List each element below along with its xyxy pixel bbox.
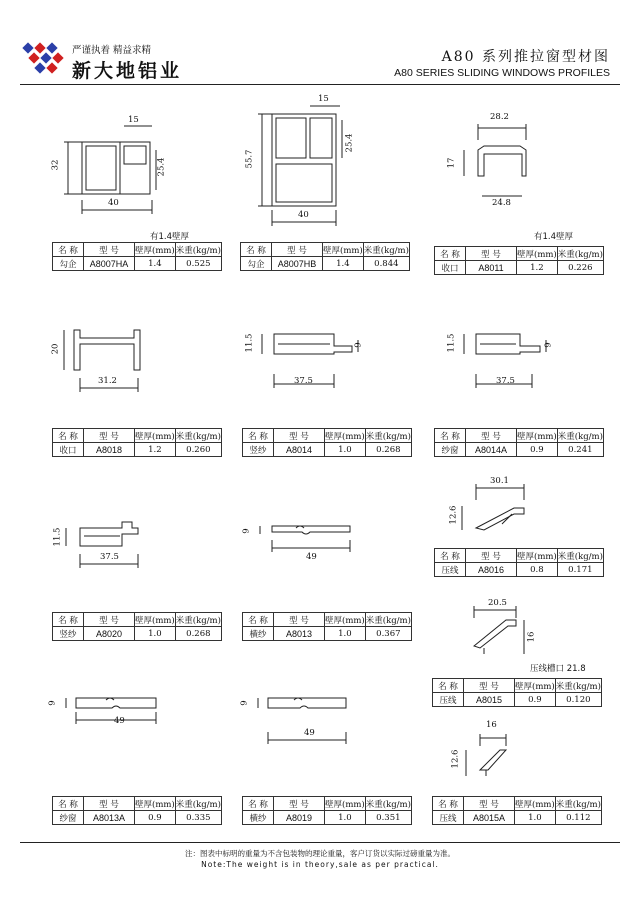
col-header: 壁厚(mm) [517,429,558,443]
col-header: 壁厚(mm) [135,797,176,811]
spec-table-a8018 [52,428,222,457]
col-header: 米重(kg/m) [175,797,221,811]
col-header: 型 号 [466,429,517,443]
dim-label: 25.4 [344,133,355,153]
profile-weight: 0.171 [557,563,603,577]
col-header: 壁厚(mm) [517,247,558,261]
spec-table-a8013 [242,612,412,641]
col-header: 名 称 [53,243,84,257]
profile-thickness: 0.9 [517,443,558,457]
profile-weight: 0.525 [175,257,221,271]
col-header: 型 号 [84,613,135,627]
profile-thickness: 1.0 [325,443,366,457]
col-header: 名 称 [435,429,466,443]
col-header: 型 号 [274,797,325,811]
col-header: 型 号 [464,797,515,811]
dim-label: 24.8 [492,198,511,208]
dim-label: 40 [108,198,119,208]
profile-name: 收口 [435,261,466,275]
dim-label: 12.6 [450,749,461,769]
profile-model: A8015A [464,811,515,825]
dim-label: 37.5 [100,552,119,562]
spec-table-a8013a [52,796,222,825]
profile-thickness: 0.9 [515,693,556,707]
col-header: 壁厚(mm) [325,797,366,811]
col-header: 名 称 [243,613,274,627]
col-header: 壁厚(mm) [135,243,176,257]
drawing-a8019 [258,698,346,744]
dim-label: 9 [241,528,252,534]
profile-weight: 0.335 [175,811,221,825]
col-header: 米重(kg/m) [557,429,603,443]
col-header: 型 号 [274,429,325,443]
col-header: 型 号 [84,429,135,443]
profile-model: A8016 [466,563,517,577]
profile-thickness: 1.4 [135,257,176,271]
col-header: 米重(kg/m) [365,613,411,627]
drawing-a8013 [260,526,350,552]
col-header: 名 称 [435,247,466,261]
profile-thickness: 1.0 [325,627,366,641]
col-header: 壁厚(mm) [515,797,556,811]
drawing-a8007hb [258,106,342,226]
dim-label: 11.5 [446,333,457,353]
dim-label: 37.5 [496,376,515,386]
col-header: 名 称 [243,797,274,811]
profile-model: A8007HB [272,257,323,271]
col-header: 型 号 [274,613,325,627]
dim-label: 20 [50,343,61,355]
col-header: 米重(kg/m) [557,247,603,261]
dim-label: 15 [128,115,139,125]
dim-label: 9 [239,700,250,706]
col-header: 型 号 [84,243,135,257]
footer-note-en: Note:The weight is in theory,sale as per practical. [201,860,439,869]
profile-name: 压线 [433,811,464,825]
dim-label: 11.5 [52,527,63,547]
col-header: 壁厚(mm) [325,429,366,443]
dim-label: 49 [304,728,315,738]
company-name: 新大地铝业 [72,60,183,82]
profile-weight: 0.367 [365,627,411,641]
dim-label: 28.2 [490,112,509,122]
profile-model: A8020 [84,627,135,641]
dim-label: 20.5 [488,598,507,608]
dim-label: 16 [526,631,537,643]
dim-label: 16 [486,720,497,730]
page-subtitle: A80 SERIES SLIDING WINDOWS PROFILES [394,67,610,79]
col-header: 米重(kg/m) [175,243,221,257]
col-header: 名 称 [435,549,466,563]
col-header: 壁厚(mm) [323,243,364,257]
dim-label: 17 [446,157,457,169]
col-header: 型 号 [84,797,135,811]
spec-table-a8007ha [52,242,222,271]
profile-model: A8014A [466,443,517,457]
spec-table-a8019 [242,796,412,825]
profile-thickness: 0.9 [135,811,176,825]
dim-label: 9 [47,700,58,706]
dim-label: 25.4 [156,157,167,177]
col-header: 名 称 [433,679,464,693]
col-header: 型 号 [272,243,323,257]
profile-name: 压线 [435,563,466,577]
drawing-a8016 [462,484,524,530]
col-header: 型 号 [466,549,517,563]
profile-model: A8013 [274,627,325,641]
profile-model: A8019 [274,811,325,825]
col-header: 名 称 [53,429,84,443]
groove-note: 压线槽口 21.8 [530,664,586,674]
profile-model: A8011 [466,261,517,275]
col-header: 型 号 [464,679,515,693]
spec-table-a8014 [242,428,412,457]
spec-table-a8016 [434,548,604,577]
dim-label: 9 [353,342,364,348]
profile-thickness: 1.2 [135,443,176,457]
drawing-a8013a [66,698,156,724]
col-header: 米重(kg/m) [555,679,601,693]
col-header: 米重(kg/m) [363,243,409,257]
dim-label: 49 [114,716,125,726]
profile-thickness: 1.2 [517,261,558,275]
col-header: 米重(kg/m) [365,429,411,443]
profile-name: 勾企 [241,257,272,271]
profile-weight: 0.268 [365,443,411,457]
profile-weight: 0.260 [175,443,221,457]
dim-label: 30.1 [490,476,509,486]
col-header: 名 称 [53,613,84,627]
dim-label: 11.5 [244,333,255,353]
spec-table-a8015 [432,678,602,707]
dim-label: 40 [298,210,309,220]
spec-table-a8015a [432,796,602,825]
col-header: 名 称 [243,429,274,443]
col-header: 名 称 [433,797,464,811]
col-header: 壁厚(mm) [135,613,176,627]
profile-weight: 0.268 [175,627,221,641]
profile-name: 横纱 [243,811,274,825]
col-header: 型 号 [466,247,517,261]
wall-thickness-note: 有1.4壁厚 [534,232,574,242]
profile-name: 纱窗 [53,811,84,825]
col-header: 壁厚(mm) [517,549,558,563]
col-header: 米重(kg/m) [555,797,601,811]
dim-label: 31.2 [98,376,117,386]
profile-name: 勾企 [53,257,84,271]
footer-divider [20,842,620,843]
col-header: 壁厚(mm) [515,679,556,693]
dim-label: 49 [306,552,317,562]
profile-weight: 0.120 [555,693,601,707]
col-header: 名 称 [53,797,84,811]
col-header: 壁厚(mm) [325,613,366,627]
profile-thickness: 1.0 [325,811,366,825]
profile-model: A8015 [464,693,515,707]
spec-table-a8007hb [240,242,410,271]
dim-label: 55.7 [244,149,255,169]
dim-label: 32 [50,159,61,171]
page-title: A80 系列推拉窗型材图 [441,49,610,65]
profile-weight: 0.226 [557,261,603,275]
dim-label: 12.6 [448,505,459,525]
profile-name: 竖纱 [243,443,274,457]
col-header: 米重(kg/m) [175,429,221,443]
drawing-a8015 [474,606,524,654]
profile-thickness: 0.8 [517,563,558,577]
profile-thickness: 1.0 [135,627,176,641]
drawing-a8015a [466,734,506,776]
profile-name: 横纱 [243,627,274,641]
profile-thickness: 1.4 [323,257,364,271]
dim-label: 15 [318,94,329,104]
spec-table-a8020 [52,612,222,641]
spec-table-a8014a [434,428,604,457]
profile-weight: 0.241 [557,443,603,457]
profile-model: A8007HA [84,257,135,271]
dim-label: 37.5 [294,376,313,386]
dim-label: 9 [543,342,554,348]
col-header: 米重(kg/m) [365,797,411,811]
profile-name: 收口 [53,443,84,457]
profile-name: 纱窗 [435,443,466,457]
profile-thickness: 1.0 [515,811,556,825]
spec-table-a8011 [434,246,604,275]
company-slogan: 严谨执着 精益求精 [72,45,152,56]
profile-name: 竖纱 [53,627,84,641]
profile-weight: 0.844 [363,257,409,271]
col-header: 米重(kg/m) [557,549,603,563]
profile-model: A8014 [274,443,325,457]
drawing-a8011 [464,124,526,196]
profile-weight: 0.112 [555,811,601,825]
footer-note-cn: 注：图表中标明的重量为不含包装物的理论重量，客户订货以实际过磅重量为准。 [185,849,455,858]
profile-model: A8013A [84,811,135,825]
col-header: 壁厚(mm) [135,429,176,443]
col-header: 名 称 [241,243,272,257]
wall-thickness-note: 有1.4壁厚 [150,232,190,242]
profile-name: 压线 [433,693,464,707]
profile-weight: 0.351 [365,811,411,825]
col-header: 米重(kg/m) [175,613,221,627]
profile-model: A8018 [84,443,135,457]
